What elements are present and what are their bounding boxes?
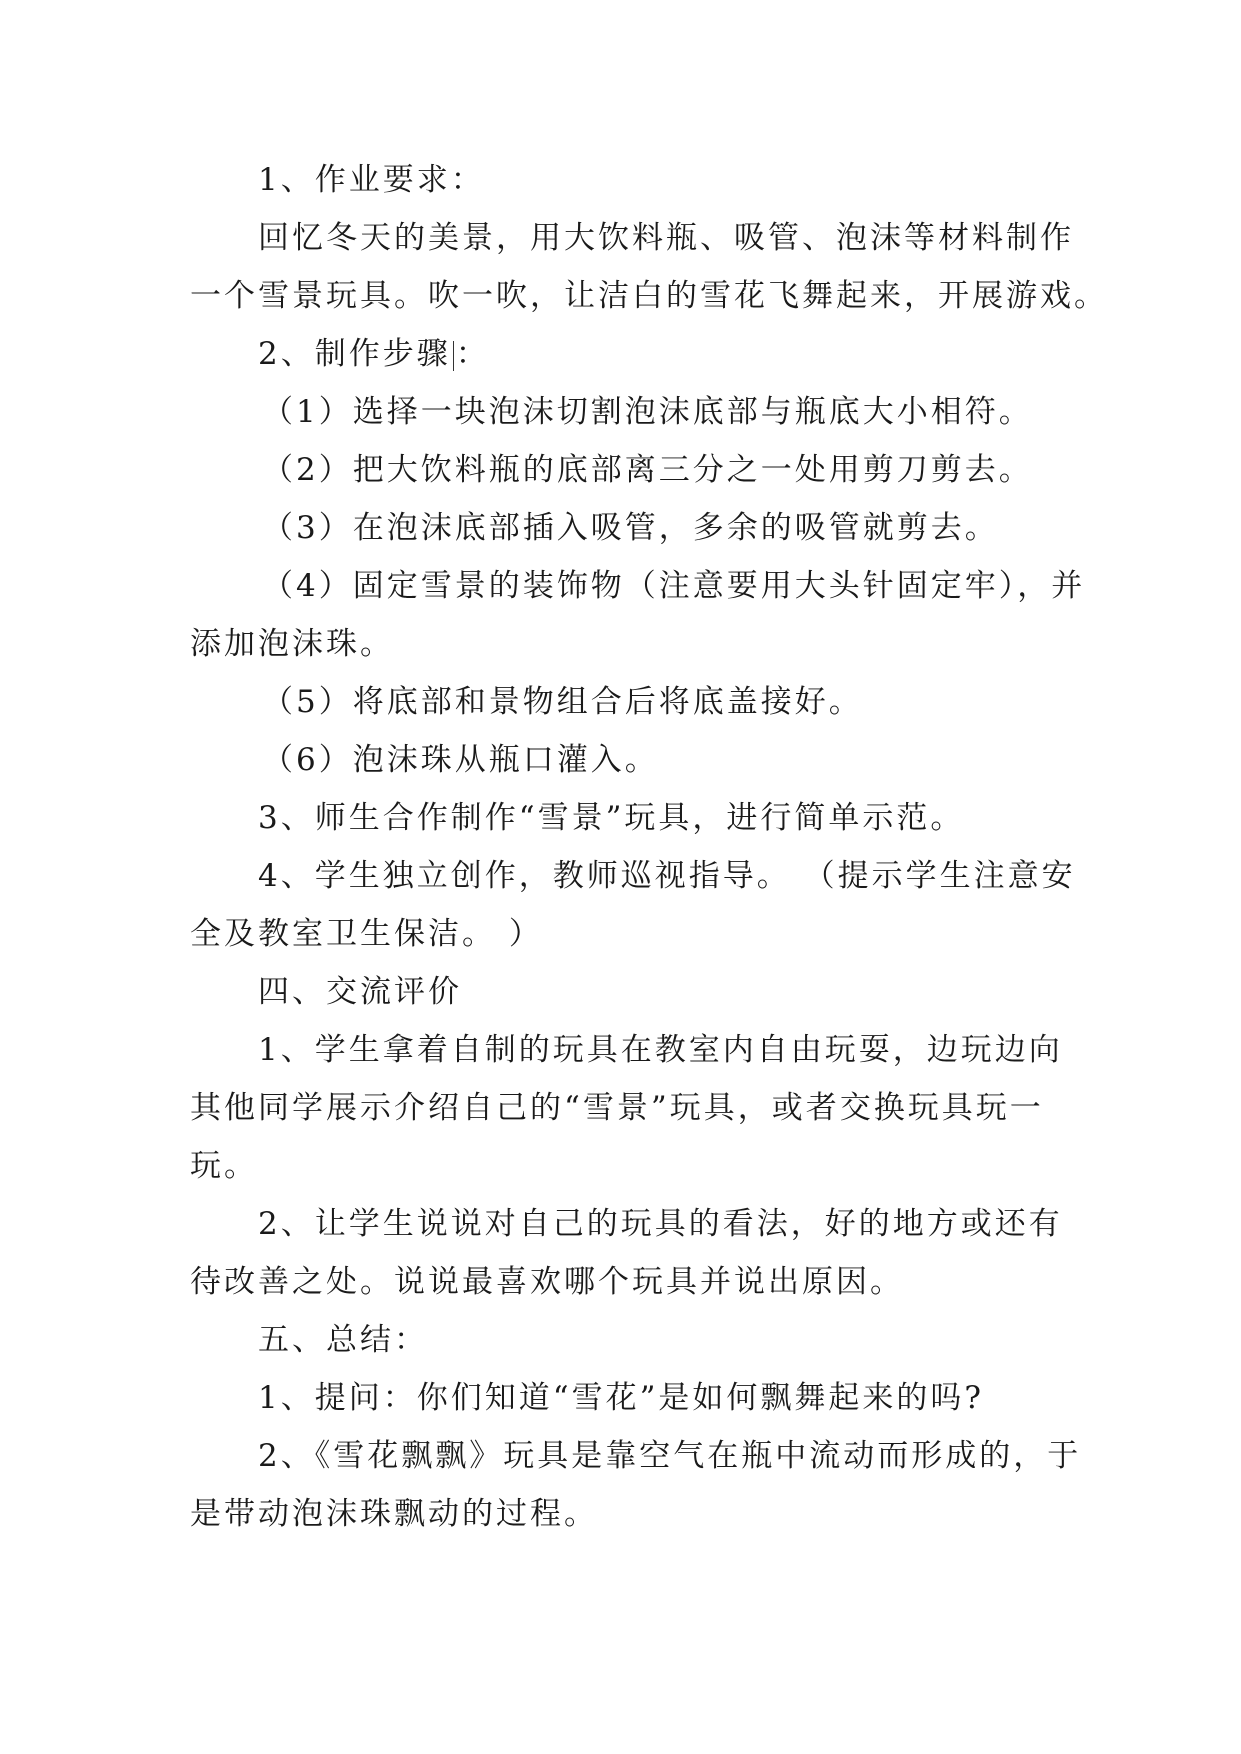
paragraph-independent: 4、学生独立创作，教师巡视指导。 （提示学生注意安 [258, 858, 1076, 894]
paragraph-demo: 3、师生合作制作“雪景”玩具，进行简单示范。 [258, 800, 965, 836]
paragraph-line: 是带动泡沫珠飘动的过程。 [190, 1496, 598, 1532]
paragraph-independent-continued: 全及教室卫生保洁。 ） [190, 916, 543, 952]
step-4-continued: 添加泡沫珠。 [190, 626, 394, 662]
text-cursor-mark [453, 341, 454, 371]
heading-steps-text: 2、制作步骤 [258, 336, 451, 372]
step-5: （5）将底部和景物组合后将底盖接好。 [262, 684, 863, 720]
paragraph-line: 待改善之处。说说最喜欢哪个玩具并说出原因。 [190, 1264, 904, 1300]
step-6: （6）泡沫珠从瓶口灌入。 [262, 742, 659, 778]
step-2: （2）把大饮料瓶的底部离三分之一处用剪刀剪去。 [262, 452, 1033, 488]
step-4: （4）固定雪景的装饰物（注意要用大头针固定牢），并 [262, 568, 1086, 604]
paragraph-line: 1、提问：你们知道“雪花”是如何飘舞起来的吗? [258, 1380, 985, 1416]
paragraph-line: 1、学生拿着自制的玩具在教室内自由玩耍，边玩边向 [258, 1032, 1063, 1068]
step-1: （1）选择一块泡沫切割泡沫底部与瓶底大小相符。 [262, 394, 1033, 430]
heading-steps-colon: ： [455, 336, 490, 372]
paragraph-line: 玩。 [190, 1148, 258, 1184]
paragraph-line: 2、《雪花飘飘》玩具是靠空气在瓶中流动而形成的，于 [258, 1438, 1082, 1474]
section-heading-evaluation: 四、交流评价 [258, 974, 462, 1010]
paragraph-line: 其他同学展示介绍自己的“雪景”玩具，或者交换玩具玩一 [190, 1090, 1044, 1126]
heading-homework-requirements: 1、作业要求： [258, 162, 485, 198]
paragraph-line: 2、让学生说说对自己的玩具的看法，好的地方或还有 [258, 1206, 1063, 1242]
paragraph-line: 一个雪景玩具。吹一吹，让洁白的雪花飞舞起来，开展游戏。 [190, 278, 1108, 314]
paragraph-line: 回忆冬天的美景，用大饮料瓶、吸管、泡沫等材料制作 [258, 220, 1074, 256]
heading-steps [258, 334, 490, 374]
step-3: （3）在泡沫底部插入吸管，多余的吸管就剪去。 [262, 510, 999, 546]
section-heading-summary: 五、总结： [258, 1322, 428, 1358]
